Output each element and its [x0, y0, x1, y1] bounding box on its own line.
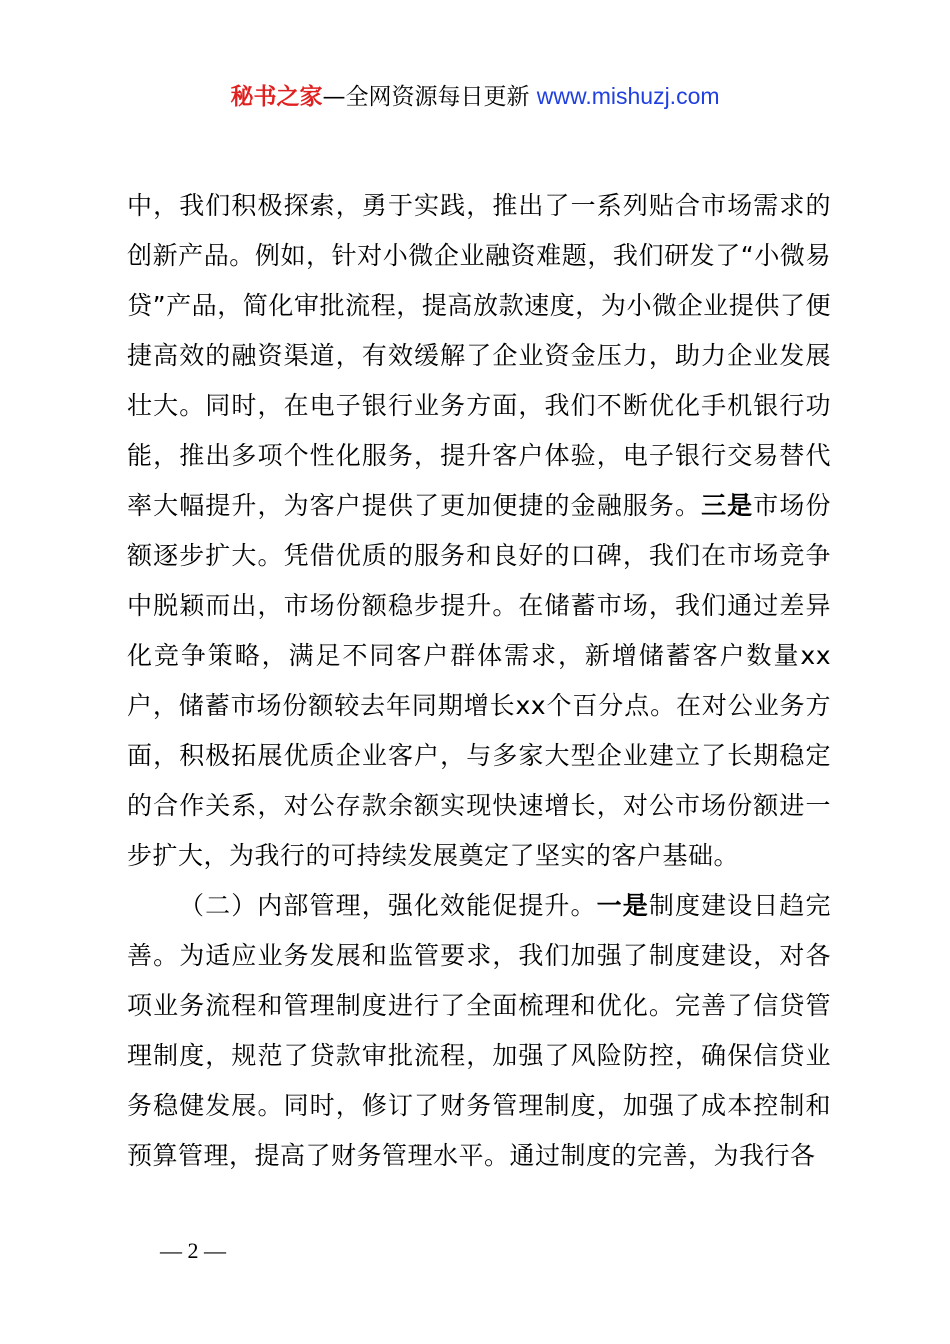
paragraph-2-text-a: （二）内部管理，强化效能促提升。: [179, 891, 597, 920]
paragraph-1-text-a: 中，我们积极探索，勇于实践，推出了一系列贴合市场需求的创新产品。例如，针对小微企业融资难题，我们研发了“小微易贷”产品，简化审批流程，提高放款速度，为小微企业提供了便捷高效的融资渠道，有效缓解了企业资金压力，助力企业发展壮大。同时，在电子银行业务方面，我们不断优化手机银行功能，推出多项个性化服务，提升客户体验，电子银行交易替代率大幅提升，为客户提供了更加便捷的金融服务。: [127, 191, 831, 520]
header-tagline: —全网资源每日更新: [322, 84, 537, 110]
paragraph-2-text-b: 制度建设日趋完善。为适应业务发展和监管要求，我们加强了制度建设，对各项业务流程和管理制度进行了全面梳理和优化。完善了信贷管理制度，规范了贷款审批流程，加强了风险防控，确保信贷业务稳健发展。同时，修订了财务管理制度，加强了成本控制和预算管理，提高了财务管理水平。通过制度的完善，为我行各: [127, 891, 831, 1170]
paragraph-1-bold: 三是: [701, 491, 754, 520]
body-text: [127, 181, 831, 1181]
header-url-link[interactable]: www.mishuzj.com: [536, 83, 720, 109]
paragraph-2: [127, 881, 831, 1181]
paragraph-2-bold: 一是: [596, 891, 649, 920]
paragraph-1-text-b: 市场份额逐步扩大。凭借优质的服务和良好的口碑，我们在市场竞争中脱颖而出，市场份额稳步提升。在储蓄市场，我们通过差异化竞争策略，满足不同客户群体需求，新增储蓄客户数量xx户，储蓄市场份额较去年同期增长xx个百分点。在对公业务方面，积极拓展优质企业客户，与多家大型企业建立了长期稳定的合作关系，对公存款余额实现快速增长，对公市场份额进一步扩大，为我行的可持续发展奠定了坚实的客户基础。: [127, 491, 831, 870]
page-header: [0, 80, 950, 113]
page-number: — 2 —: [160, 1238, 226, 1263]
header-brand: 秘书之家: [230, 84, 323, 110]
paragraph-1: [127, 181, 831, 881]
